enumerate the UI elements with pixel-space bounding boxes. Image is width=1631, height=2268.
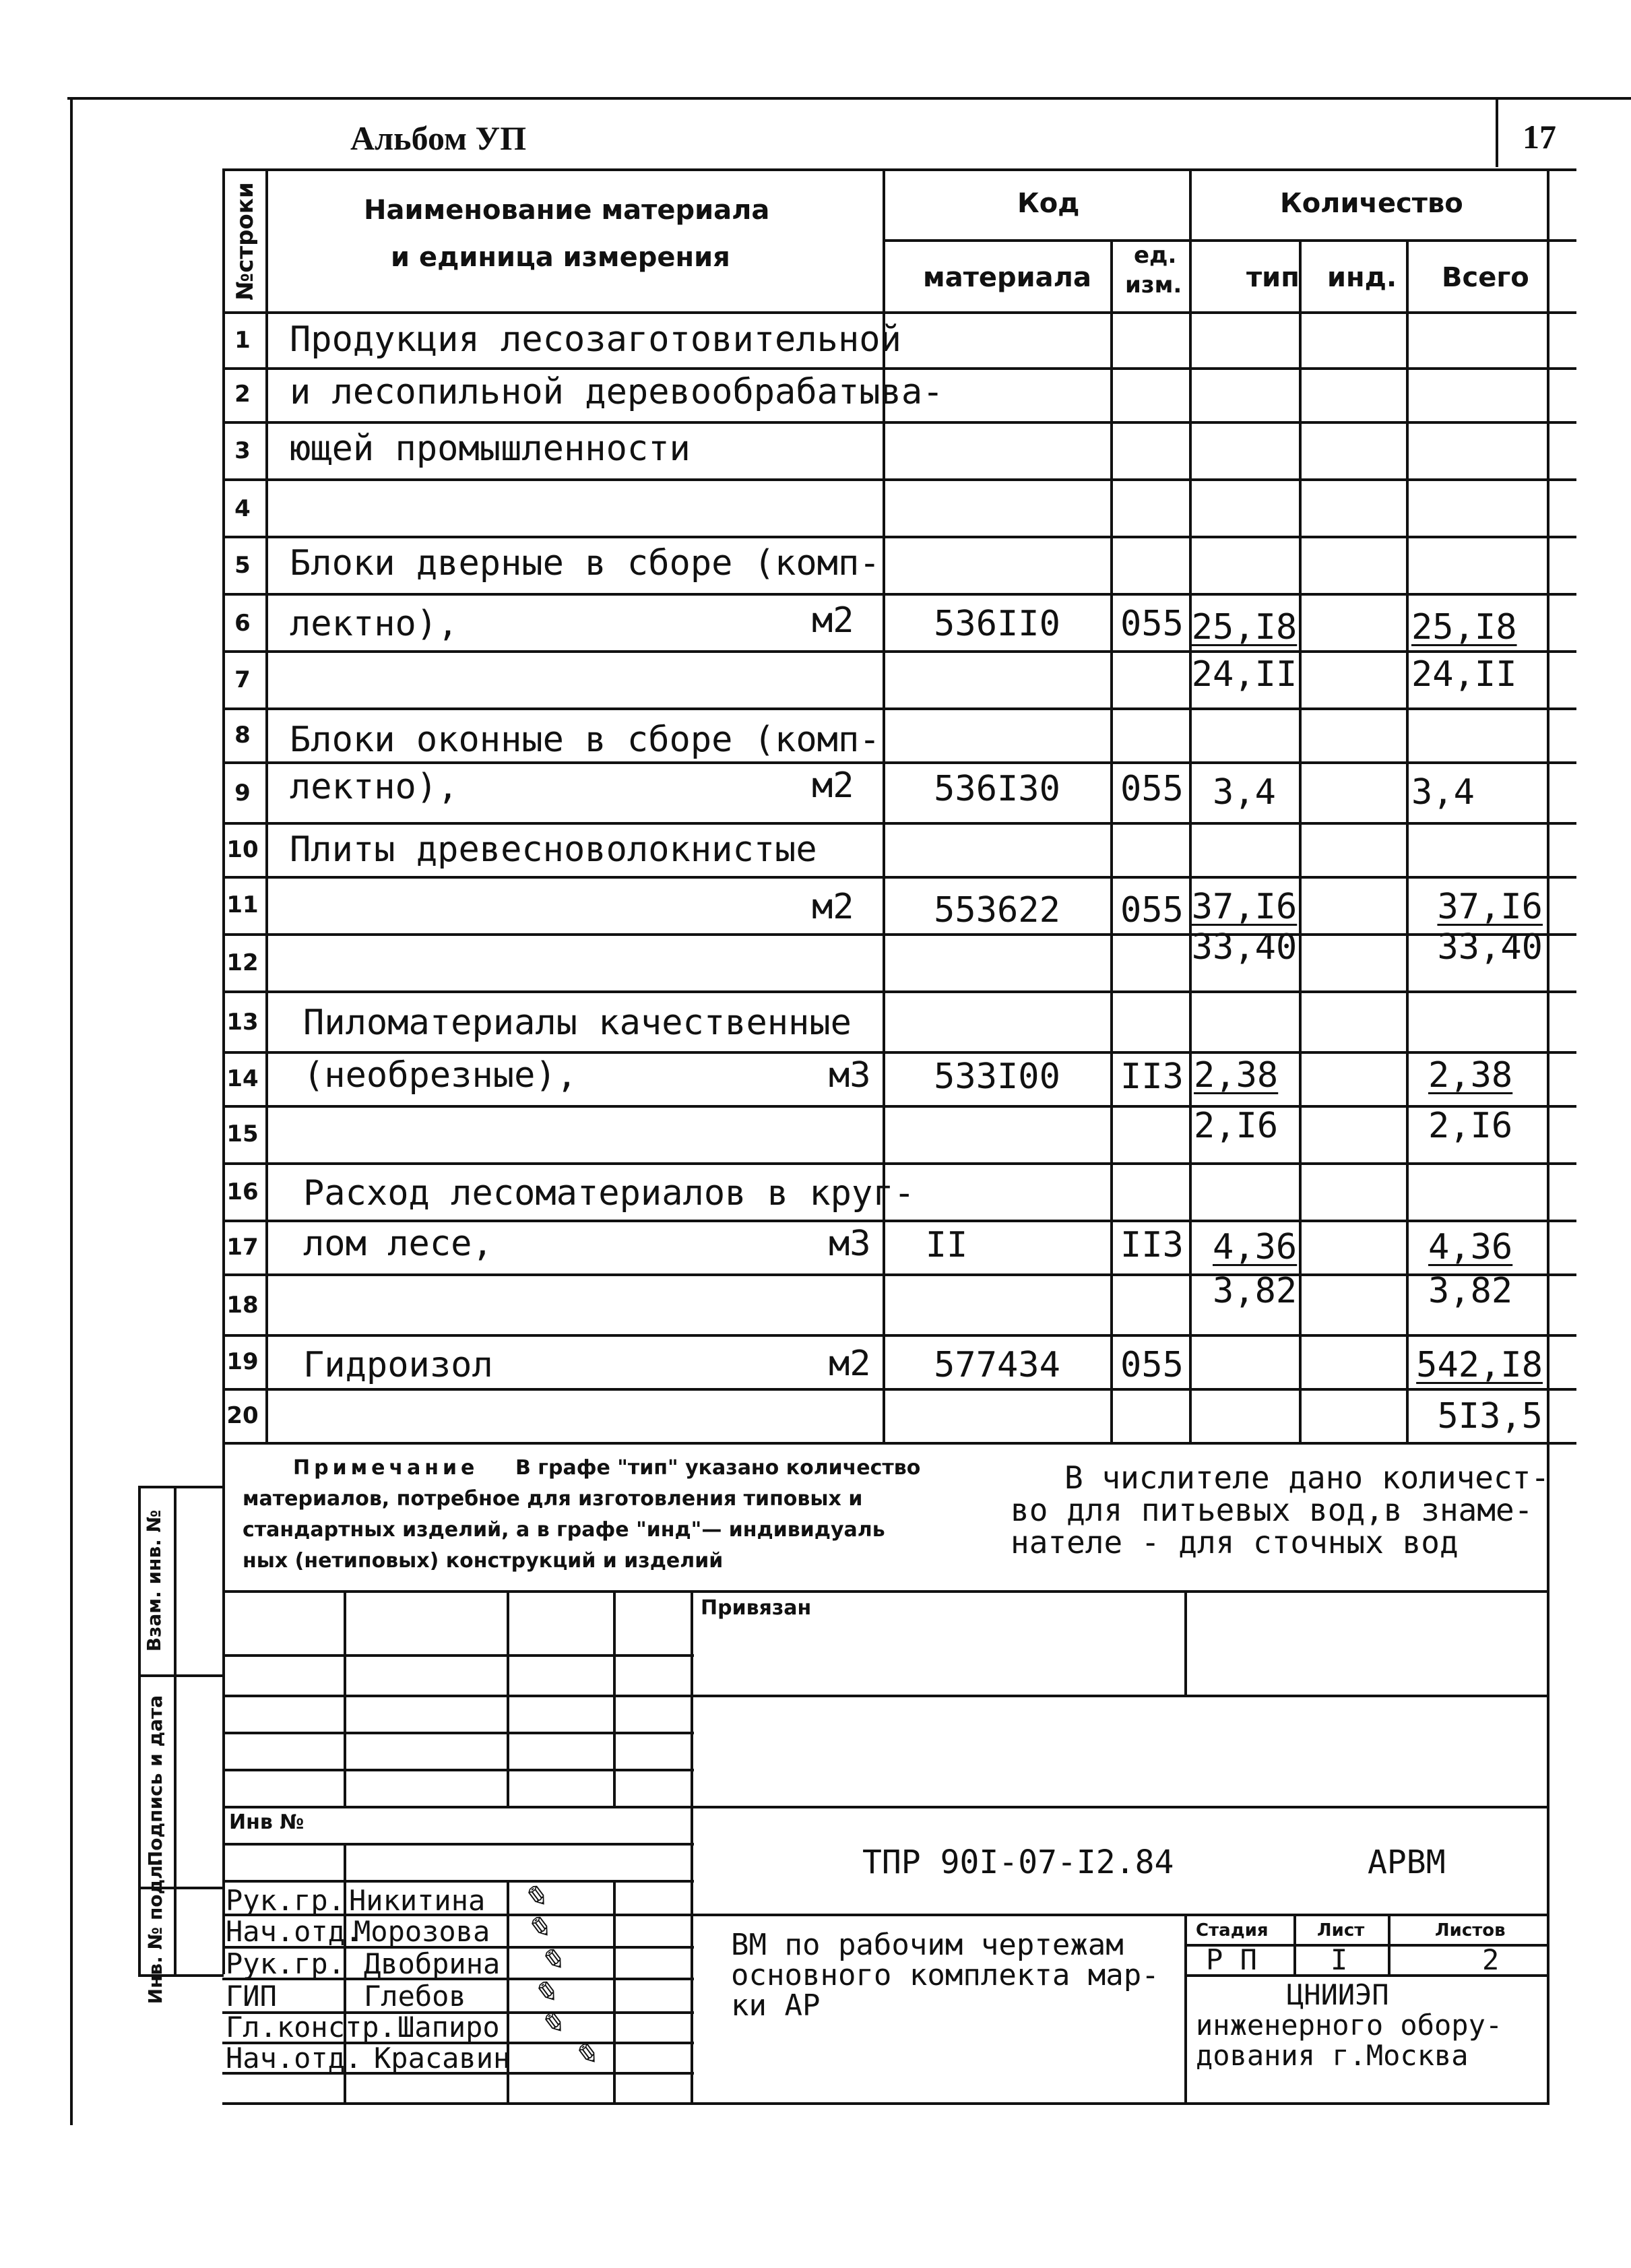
stamp-col <box>1388 1914 1390 1974</box>
row-2-name: и лесопильной деревообрабатыва- <box>290 372 944 412</box>
person-role: ГИП <box>226 1980 277 2013</box>
row-6-total-value: 25,I8 <box>1411 607 1517 648</box>
person-name: Никитина <box>349 1884 486 1917</box>
person-name: Морозова <box>354 1915 490 1948</box>
stage-label: Стадия <box>1196 1920 1269 1941</box>
row-18-total-value: 3,82 <box>1428 1271 1513 1311</box>
sheet-title-line-1: ВМ по рабочим чертежам <box>731 1928 1124 1962</box>
row-number: 13 <box>226 1009 259 1036</box>
row-3-name: ющей промышленности <box>290 429 691 469</box>
row-14-material-code: 533I00 <box>934 1057 1060 1097</box>
header-type: тип <box>1246 262 1300 293</box>
row-number: 4 <box>234 495 251 522</box>
row-14-unit-code: II3 <box>1120 1057 1184 1097</box>
stamp-col <box>1293 1914 1296 1974</box>
row-line <box>222 1334 1576 1337</box>
row-11-total-value: 37,I6 <box>1437 887 1543 927</box>
row-6-name: лектно), <box>290 604 459 644</box>
row-line <box>222 478 1576 481</box>
note-right-line-2: во для питьевых вод,в знаме- <box>1011 1492 1533 1528</box>
row-12-type-value: 33,40 <box>1191 927 1298 968</box>
header-name-line1: Наименование материала <box>364 195 770 226</box>
row-line <box>222 1051 1576 1054</box>
row-6-unit-code: 055 <box>1120 604 1184 644</box>
row-number: 16 <box>226 1178 259 1205</box>
stamp-line <box>222 1695 1549 1697</box>
side-label-inv-podl: Инв. № подл. <box>144 1858 166 2005</box>
stamp-col <box>613 1590 616 1806</box>
row-number: 7 <box>234 666 251 693</box>
row-number: 20 <box>226 1402 259 1429</box>
side-label-podpis: Подпись и дата <box>144 1695 166 1867</box>
table-top-line <box>222 168 1576 171</box>
row-16-name: Расход лесоматериалов в круг- <box>303 1173 915 1214</box>
stamp-col <box>1184 1590 1187 1695</box>
row-10-name: Плиты древесноволокнистые <box>290 829 817 870</box>
row-number: 8 <box>234 722 251 749</box>
person-signature: ✎ <box>522 1881 547 1914</box>
row-9-type-value: 3,4 <box>1213 772 1276 813</box>
stamp-line <box>222 1806 1549 1808</box>
row-14-type-value: 2,38 <box>1194 1055 1279 1096</box>
person-signature: ✎ <box>539 1944 564 1977</box>
header-row-number: №строки <box>232 182 259 301</box>
header-unit-line2: изм. <box>1125 272 1182 298</box>
row-line <box>222 990 1576 993</box>
stamp-col <box>507 1590 509 1806</box>
row-11-type-value: 37,I6 <box>1191 887 1298 927</box>
row-19-material-code: 577434 <box>934 1345 1060 1385</box>
row-line <box>222 1388 1576 1391</box>
stamp-col <box>1184 1914 1187 2102</box>
row-number: 12 <box>226 949 259 976</box>
row-number: 14 <box>226 1065 259 1092</box>
row-line <box>222 761 1576 764</box>
stamp-line <box>222 1732 694 1734</box>
row-7-total-value: 24,II <box>1411 654 1517 695</box>
person-signature: ✎ <box>573 2038 598 2071</box>
sheets-value: 2 <box>1482 1943 1500 1976</box>
sheet-label: Лист <box>1317 1920 1365 1941</box>
note-line-2: материалов, потребное для изготовления типовых и <box>243 1487 863 1511</box>
col-line-ind <box>1406 239 1409 1442</box>
sheet-title-line-2: основного комплекта мар- <box>731 1958 1159 1992</box>
stamp-bottom-line <box>222 2102 1549 2105</box>
col-line-material <box>1110 239 1113 1442</box>
header-material: материала <box>923 262 1091 293</box>
row-17-name: лом лесе, <box>303 1224 493 1264</box>
person-signature: ✎ <box>539 2007 564 2040</box>
row-number: 18 <box>226 1292 259 1319</box>
row-6-material-code: 536II0 <box>934 604 1060 644</box>
stamp-col-main <box>691 1590 693 2102</box>
row-line <box>222 593 1576 596</box>
org-line-1: ЦНИИЭП <box>1287 1978 1389 2011</box>
row-6-unit: м2 <box>812 600 854 641</box>
person-name: Шапиро <box>397 2011 500 2044</box>
page-number: 17 <box>1523 118 1556 156</box>
row-number: 1 <box>234 327 251 354</box>
note-right-line-1: В числителе дано количест- <box>1064 1459 1550 1496</box>
row-number: 10 <box>226 836 259 863</box>
row-14-total-value: 2,38 <box>1428 1055 1513 1096</box>
stamp-line <box>222 1769 694 1771</box>
row-11-unit: м2 <box>812 887 854 927</box>
row-line <box>222 536 1576 538</box>
row-17-type-value: 4,36 <box>1213 1227 1298 1267</box>
header-code: Код <box>1017 188 1080 219</box>
row-line <box>222 421 1576 424</box>
row-11-unit-code: 055 <box>1120 890 1184 931</box>
drawing-mark: АРВМ <box>1368 1844 1446 1881</box>
row-line <box>222 876 1576 879</box>
row-14-name: (необрезные), <box>303 1055 577 1096</box>
side-column-left <box>138 1486 141 1974</box>
header-bottom-line <box>222 311 1576 314</box>
note-line-3: стандартных изделий, а в графе "инд"— индивидуаль <box>243 1518 885 1542</box>
row-17-unit: м3 <box>829 1224 871 1264</box>
header-mid-line <box>883 239 1576 242</box>
row-number: 17 <box>226 1234 259 1261</box>
row-13-name: Пиломатериалы качественные <box>303 1003 852 1043</box>
person-name: Двобрина <box>364 1947 501 1980</box>
row-19-name: Гидроизол <box>303 1345 493 1385</box>
row-1-name: Продукция лесозаготовительной <box>290 319 901 360</box>
row-number: 19 <box>226 1348 259 1375</box>
stamp-line <box>222 1654 694 1657</box>
note-line-1: В графе "тип" указано количество <box>515 1456 921 1480</box>
person-name: Глебов <box>364 1980 466 2013</box>
page-number-box-line <box>1496 97 1498 167</box>
row-8-name: Блоки оконные в сборе (комп- <box>290 720 881 760</box>
row-9-total-value: 3,4 <box>1411 772 1475 813</box>
sheets-label: Листов <box>1435 1920 1506 1941</box>
org-line-2: инженерного обору- <box>1196 2009 1503 2042</box>
person-role: Нач.отд. <box>226 2042 362 2075</box>
row-17-unit-code: II3 <box>1120 1225 1184 1265</box>
person-role: Рук.гр. <box>226 1947 346 1980</box>
row-line <box>222 707 1576 710</box>
row-number: 5 <box>234 552 251 579</box>
stamp-line <box>222 1880 694 1883</box>
row-5-name: Блоки дверные в сборе (комп- <box>290 543 881 584</box>
row-number: 11 <box>226 891 259 918</box>
project-code: ТПР 90I-07-I2.84 <box>862 1844 1174 1881</box>
inv-no-label: Инв № <box>229 1810 305 1834</box>
row-line <box>222 650 1576 653</box>
row-14-unit: м3 <box>829 1055 871 1096</box>
row-19-unit-code: 055 <box>1120 1345 1184 1385</box>
header-quantity: Количество <box>1280 188 1463 219</box>
person-role: Гл.констр. <box>226 2011 396 2044</box>
note-bottom-line <box>222 1590 1549 1593</box>
sheet-title-line-3: ки АР <box>731 1988 821 2023</box>
row-18-type-value: 3,82 <box>1213 1271 1298 1311</box>
person-role: Нач.отд. <box>226 1915 362 1948</box>
row-19-total-value: 542,I8 <box>1416 1345 1543 1385</box>
row-17-total-value: 4,36 <box>1428 1227 1513 1267</box>
person-role: Рук.гр. <box>226 1884 346 1917</box>
row-7-type-value: 24,II <box>1191 654 1298 695</box>
header-ind: инд. <box>1327 262 1397 293</box>
row-15-type-value: 2,I6 <box>1194 1106 1279 1146</box>
row-20-total-value: 5I3,5 <box>1437 1396 1543 1437</box>
person-name: Красавин <box>374 2042 511 2075</box>
col-line-right <box>1547 168 1549 2102</box>
person-signature: ✎ <box>532 1976 557 2009</box>
row-19-unit: м2 <box>829 1344 871 1384</box>
row-line <box>222 1273 1576 1276</box>
stamp-col <box>344 1590 346 1806</box>
frame-top-line <box>67 97 1631 100</box>
note-right-line-3: нателе - для сточных вод <box>1011 1524 1459 1561</box>
header-name-line2: и единица измерения <box>391 242 730 273</box>
album-title: Альбом УП <box>350 119 527 157</box>
privyazan-label: Привязан <box>701 1596 812 1620</box>
side-column-mid <box>174 1486 177 1974</box>
row-line <box>222 822 1576 825</box>
col-line-rownum <box>265 168 268 1442</box>
row-15-total-value: 2,I6 <box>1428 1106 1513 1146</box>
row-12-total-value: 33,40 <box>1437 927 1543 968</box>
row-number: 6 <box>234 610 251 637</box>
row-9-name: лектно), <box>290 767 459 807</box>
row-line <box>222 1220 1576 1222</box>
frame-left-line <box>70 97 73 2125</box>
sheet-value: I <box>1331 1943 1348 1976</box>
org-line-3: дования г.Москва <box>1196 2039 1469 2072</box>
person-signature: ✎ <box>525 1912 550 1945</box>
table-bottom-line <box>222 1442 1576 1445</box>
stamp-col <box>613 1880 616 2102</box>
row-number: 2 <box>234 381 251 408</box>
stage-value: Р П <box>1206 1943 1257 1976</box>
row-line <box>222 933 1576 936</box>
row-9-unit: м2 <box>812 765 854 806</box>
row-11-material-code: 553622 <box>934 890 1060 931</box>
row-6-type-value: 25,I8 <box>1191 607 1298 648</box>
row-9-unit-code: 055 <box>1120 769 1184 809</box>
row-number: 3 <box>234 437 251 464</box>
row-line <box>222 1162 1576 1165</box>
note-label: Примечание <box>293 1456 479 1480</box>
header-total: Всего <box>1442 262 1529 293</box>
row-number: 15 <box>226 1121 259 1147</box>
note-line-4: ных (нетиповых) конструкций и изделий <box>243 1549 724 1573</box>
stamp-line <box>222 1843 694 1846</box>
header-unit-line1: ед. <box>1134 242 1177 269</box>
side-label-vzam: Взам. инв. № <box>143 1509 165 1652</box>
row-line <box>222 1105 1576 1108</box>
row-9-material-code: 536I30 <box>934 769 1060 809</box>
row-number: 9 <box>234 780 251 807</box>
row-line <box>222 367 1576 370</box>
row-17-material-code: II <box>925 1225 968 1265</box>
